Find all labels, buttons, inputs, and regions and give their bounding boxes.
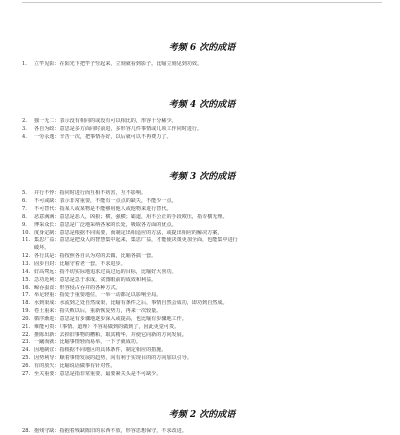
list-item	[22, 371, 382, 379]
idiom-definition: 鲸吞蚕食：形容侵占吞并的各种方式。	[34, 284, 121, 291]
idiom-definition: 不可或缺：表示非常重要，不能有一点点的缺失，不能少一点。	[34, 198, 177, 205]
list-item	[22, 222, 382, 230]
list-item	[22, 118, 382, 126]
list-item	[22, 253, 382, 261]
list-item	[22, 61, 382, 69]
item-number: 16.	[22, 284, 31, 291]
idiom-definition: 独一无二：表示没有相同的或没有可以相比的，形容十分稀少。	[34, 117, 177, 124]
idiom-definition: 举足轻重：指处于重要地位，一举一动都足以影响全局。	[34, 292, 162, 299]
item-number: 8.	[22, 213, 27, 220]
list-item	[22, 347, 382, 355]
idiom-definition: 抱残守缺：指抱着残缺陈旧的东西不放，形容思想保守，不求改进。	[34, 427, 187, 434]
item-number: 18.	[22, 300, 31, 307]
list-item	[22, 285, 382, 293]
item-number: 9.	[22, 221, 27, 228]
idiom-definition: 并行不悖：指同时进行而互相不妨害，互不影响。	[34, 190, 147, 197]
idiom-definition: 不可替代：指某人或某物是不能够用他人或他物来进行替代。	[34, 206, 172, 213]
idiom-definition: 博采众长：意思是广泛地采纳各家的长处，吸取各方面的优点。	[34, 221, 177, 228]
idiom-definition: 度身定制：意思是根据不同需要，而制定出相适应的方法，或提出相应的解决方案。	[34, 229, 223, 236]
list-item-continuation: 破坏。	[34, 245, 50, 252]
section-title: 考频 2 次的成语	[168, 409, 236, 420]
idiom-definition: 推陈出新：去掉旧事物的糟粕，取其精华，并使它向新的方向发展。	[34, 331, 187, 338]
item-number: 6.	[22, 198, 27, 205]
list-item	[22, 332, 382, 340]
list-item	[22, 292, 382, 300]
list-item	[22, 363, 382, 371]
document-page	[22, 2, 382, 435]
list-item	[22, 126, 382, 134]
list-item	[22, 190, 382, 198]
idiom-definition: 至关重要：意思是指非常重要，最要紧关头是不可缺少。	[34, 370, 162, 377]
list-item	[22, 428, 382, 435]
idiom-definition: 各自为政：意思是多方面同时前进，多形容几件事情或几项工作同时进行。	[34, 125, 203, 132]
idiom-definition: 一蹴而就：比喻事情轻而易举，一下子就成功。	[34, 339, 141, 346]
item-number: 3.	[22, 125, 27, 132]
list-item	[22, 300, 382, 308]
item-number: 17.	[22, 292, 31, 299]
list-item	[22, 198, 382, 206]
item-number: 19.	[22, 308, 31, 315]
item-number: 20.	[22, 315, 31, 322]
idiom-definition: 立竿见影：在阳光下把竿子竖起来，立刻就看到影子。比喻立刻见到功效。	[34, 61, 203, 67]
idiom-definition: 固步自封：比喻守着老一套，不求进步。	[34, 260, 126, 267]
item-number: 12.	[22, 253, 31, 260]
idiom-definition: 水到渠成：水流到之处自然成渠，比喻有条件之后，事情自然会成功，即功到自然成。	[34, 300, 228, 307]
item-number: 22.	[22, 331, 31, 338]
list-item	[22, 355, 382, 363]
item-number: 13.	[22, 260, 31, 267]
list-item	[22, 277, 382, 285]
section-title: 考频 3 次的成语	[168, 172, 236, 183]
idiom-definition: 一劳永逸：辛苦一次，把事情办好，以后就可以不再费力了。	[34, 133, 172, 140]
idiom-definition: 恶意满满：意思是恶人，凶狠；横，强横；霸道，用不公正的手段欺压，指专横无理。	[34, 213, 228, 220]
item-number: 14.	[22, 268, 31, 275]
idiom-definition: 循序渐进：意思是有步骤地逐步深入或提高，也比喻有步骤地工作。	[34, 315, 187, 322]
list-item	[22, 214, 382, 222]
list-item	[22, 339, 382, 347]
idiom-definition: 因势利导：顺着事情发展的趋势，向有利于实现目的的方向加以引导。	[34, 355, 192, 362]
list-item	[22, 324, 382, 332]
idiom-definition: 急功近利：意思是急于求成，贪图眼前的成效和利益。	[34, 276, 157, 283]
idiom-definition: 卷土重来：指失败以后，重新恢复势力，再来一次较量。	[34, 308, 162, 315]
section-title: 考频 6 次的成语	[168, 43, 236, 53]
item-number: 4.	[22, 133, 27, 140]
list-item	[22, 134, 382, 142]
item-number: 28.	[22, 427, 31, 434]
list-item	[22, 316, 382, 324]
list-item	[22, 261, 382, 269]
list-item	[22, 206, 382, 214]
item-number: 10.	[22, 229, 31, 236]
list-item	[22, 308, 382, 316]
item-number: 11.	[22, 237, 31, 244]
idiom-definition: 集思广益：意思是把众人的智慧集中起来，集思广益，才能使决策更加全面，也能集中进行	[34, 237, 238, 244]
idiom-definition: 难能可贵：（事情、道理）不容易做到的做到了，因此更觉可贵。	[34, 323, 180, 330]
section-title: 考频 4 次的成语	[168, 99, 236, 110]
item-number: 23.	[22, 339, 31, 346]
item-number: 7.	[22, 206, 27, 213]
idiom-definition: 因地制宜：指根据不同地区的具体条件，制定相应的措施。	[34, 347, 167, 354]
item-number: 26.	[22, 362, 31, 369]
idiom-definition: 各行其是：指按照各自认为对的去做，比喻各搞一套。	[34, 253, 157, 260]
item-number: 1.	[22, 61, 27, 67]
idiom-definition: 好高骛远：指不切实际地追求过高过远的目标，比喻好大喜功。	[34, 268, 177, 275]
list-item	[22, 269, 382, 277]
list-item	[22, 237, 382, 245]
idiom-definition: 有的放矢：比喻说话做事有针对性。	[34, 362, 116, 369]
item-number: 15.	[22, 276, 31, 283]
item-number: 27.	[22, 370, 31, 377]
list-item	[22, 230, 382, 238]
item-number: 25.	[22, 355, 31, 362]
item-number: 21.	[22, 323, 31, 330]
item-number: 2.	[22, 117, 27, 124]
item-number: 5.	[22, 190, 27, 197]
item-number: 24.	[22, 347, 31, 354]
